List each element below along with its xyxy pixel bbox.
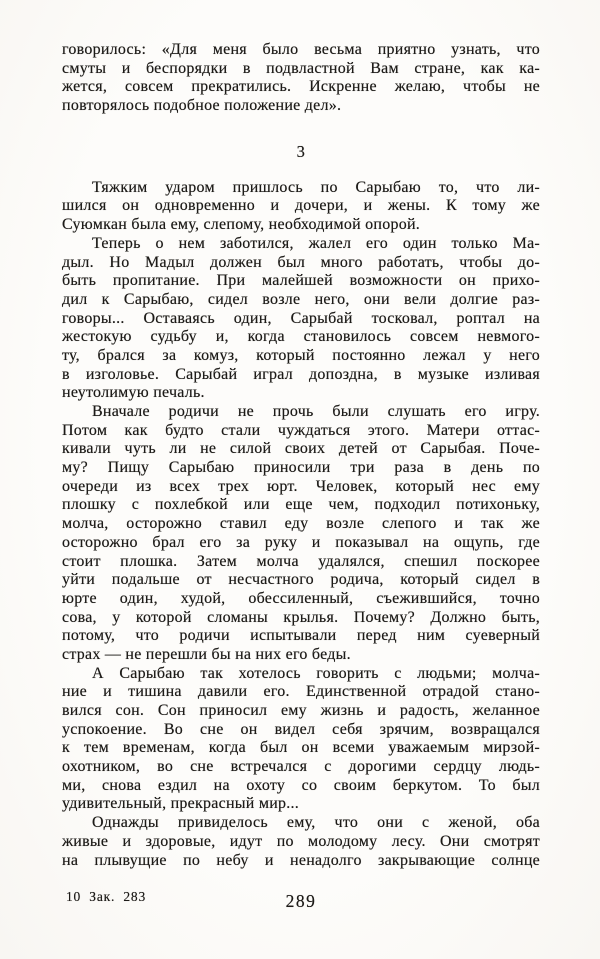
- text-line: жется, совсем прекратились. Искренне желаю, чтобы не: [62, 78, 540, 96]
- page-number: 289: [285, 891, 317, 911]
- paragraph: [62, 665, 540, 815]
- text-line: смуты и беспорядки в подвластной Вам стране, как ка-: [62, 59, 540, 77]
- text-line: потому, что родичи испытывали перед ним суеверный: [62, 627, 540, 645]
- text-line: страх — не перешли бы на них его беды.: [62, 645, 351, 663]
- paragraph: [62, 41, 540, 116]
- print-code: 10 Зак. 283: [66, 889, 146, 904]
- text-line: А Сарыбаю так хотелось говорить с людьми; молча-: [92, 664, 540, 682]
- text-line: му? Пищу Сарыбаю приносили три раза в день по: [62, 459, 540, 477]
- text-line: кивали чуть ли не силой своих детей от Сарыбая. Поче-: [62, 440, 540, 458]
- text-line: Суюмкан была ему, слепому, необходимой опорой.: [62, 216, 421, 234]
- paragraph: [62, 179, 540, 235]
- text-line: дыл. Но Мадыл должен был много работать, чтобы до-: [62, 253, 540, 271]
- paragraph: [62, 814, 540, 870]
- text-line: осторожно брал его за руку и показывал на ощупь, где: [62, 533, 540, 551]
- text-line: ние и тишина давили его. Единственной отрадой стано-: [62, 683, 540, 701]
- text-line: быть пропитание. При малейшей возможности он прихо-: [62, 272, 540, 290]
- paragraph: [62, 235, 540, 403]
- text-line: Однажды привиделось ему, что они с женой, оба: [92, 814, 540, 832]
- text-line: ми, снова ездил на охоту со своим беркутом. То был: [62, 776, 540, 794]
- text-line: охотником, во сне встречался с дорогими сердцу людь-: [62, 758, 540, 776]
- text-line: Вначале родичи не прочь были слушать его игру.: [92, 403, 540, 420]
- text-line: дил к Сарыбаю, сидел возле него, они вели долгие раз-: [62, 290, 540, 308]
- section-number: 3: [296, 141, 306, 161]
- text-line: ту, брался за комуз, который постоянно лежал у него: [62, 346, 540, 364]
- text-line: жестокую судьбу и, когда становилось совсем невмого-: [62, 328, 540, 346]
- text-line: повторялось подобное положение дел».: [62, 97, 342, 115]
- text-line: Теперь о нем заботился, жалел его один только Ма-: [92, 234, 540, 252]
- text-line: живые и здоровые, идут по молодому лесу. Они смотрят: [62, 832, 540, 850]
- text-line: говорилось: «Для меня было весьма приятно узнать, что: [62, 41, 540, 58]
- text-line: успокоение. Во сне он видел себя зрячим, возвращался: [62, 720, 540, 738]
- text-line: удивительный, прекрасный мир...: [62, 795, 300, 813]
- text-line: сова, у которой сломаны крылья. Почему? Должно быть,: [62, 608, 540, 626]
- text-line: плошку с похлебкой или еще чем, подходил потихоньку,: [62, 496, 540, 514]
- text-line: стоит плошка. Затем молча удалялся, спешил поскорее: [62, 552, 540, 570]
- text-line: Потом как будто стали чуждаться этого. Матери оттас-: [62, 421, 540, 439]
- text-line: на плывущие по небу и ненадолго закрывающие солнце: [62, 851, 540, 869]
- text-line: к тем временам, когда был он всеми уважаемым мирзой-: [62, 739, 540, 757]
- text-line: Тяжким ударом пришлось по Сарыбаю то, что ли-: [92, 178, 540, 196]
- text-line: говоры... Оставаясь один, Сарыбай тосковал, роптал на: [62, 309, 540, 327]
- text-line: уйти подальше от несчастного родича, который сидел в: [62, 571, 540, 589]
- text-line: вился сон. Сон приносил ему жизнь и радость, желанное: [62, 702, 540, 719]
- footer: [62, 885, 540, 915]
- paragraph: [62, 403, 540, 665]
- text-line: в изголовье. Сарыбай играл допоздна, в музыке изливая: [62, 365, 540, 383]
- text-line: очереди из всех трех юрт. Человек, который нес ему: [62, 477, 540, 495]
- text-line: юрте один, худой, обессиленный, съежившийся, точно: [62, 589, 540, 607]
- text-column: [62, 41, 540, 870]
- text-line: неутолимую печаль.: [62, 384, 205, 402]
- text-line: шился он одновременно и дочери, и жены. К тому же: [62, 197, 540, 215]
- text-line: молча, осторожно ставил еду возле слепого и так же: [62, 515, 540, 533]
